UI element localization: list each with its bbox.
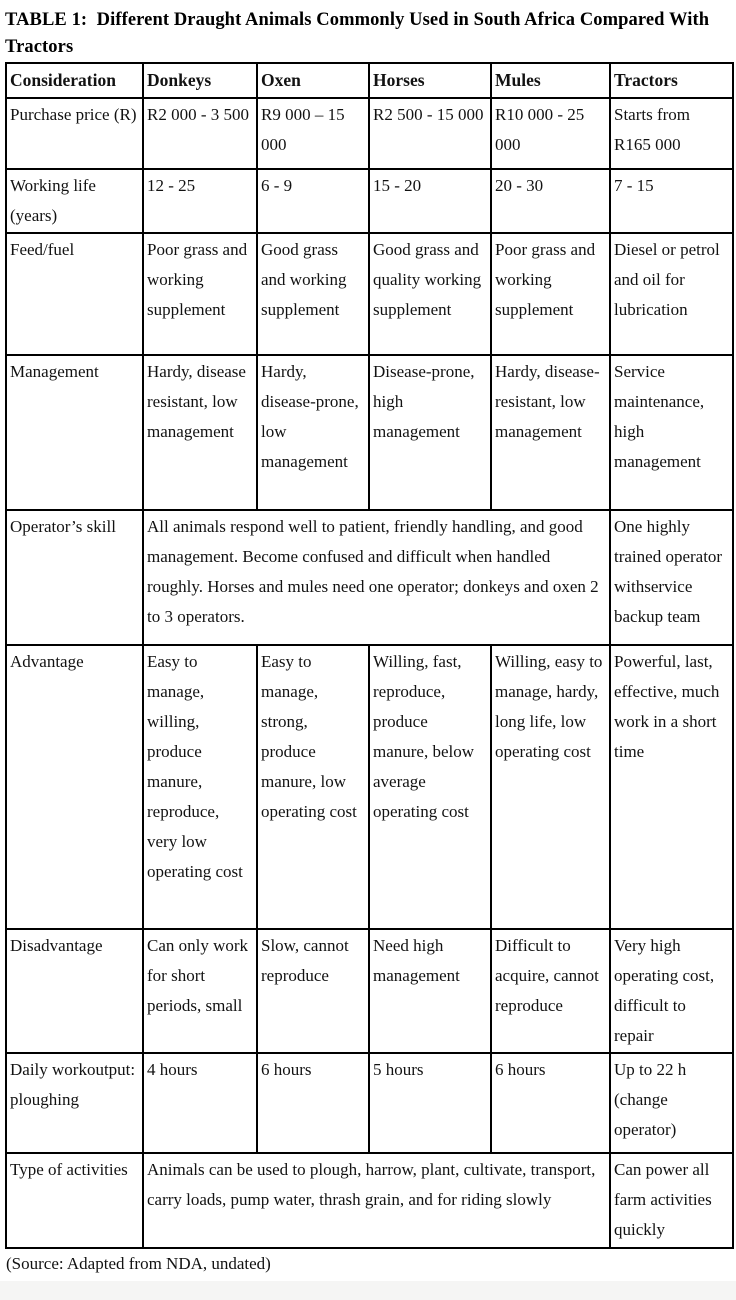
table-cell: Diesel or petrol and oil for lubrication: [610, 233, 733, 355]
page-footer-area: [0, 1281, 736, 1300]
table-cell: Need high management: [369, 929, 491, 1053]
table-cell: 7 - 15: [610, 169, 733, 233]
table-cell: Service maintenance, high management: [610, 355, 733, 510]
table-row-disadvantage: [6, 929, 733, 1053]
table-cell: Disease-prone, high management: [369, 355, 491, 510]
table-cell: 15 - 20: [369, 169, 491, 233]
row-label: Working life (years): [6, 169, 143, 233]
column-header-tractors: Tractors: [610, 63, 733, 98]
column-header-mules: Mules: [491, 63, 610, 98]
table-cell: 6 hours: [257, 1053, 369, 1153]
tractors-cell: One highly trained operator withservice backup team: [610, 510, 733, 645]
table-cell: Poor grass and working supplement: [143, 233, 257, 355]
column-header-consideration: Consideration: [6, 63, 143, 98]
table-row-daily-workoutput: [6, 1053, 733, 1153]
column-header-oxen: Oxen: [257, 63, 369, 98]
merged-cell-all-animals: All animals respond well to patient, friendly handling, and good management. Become confused and difficult when handled roughly. Horses and mules need one operator; donkeys and oxen 2 to 3 operators.: [143, 510, 610, 645]
table-row-advantage: [6, 645, 733, 929]
table-cell: Easy to manage, willing, produce manure, reproduce, very low operating cost: [143, 645, 257, 929]
table-cell: Can only work for short periods, small: [143, 929, 257, 1053]
row-label: Type of activities: [6, 1153, 143, 1248]
table-cell: Willing, fast, reproduce, produce manure, below average operating cost: [369, 645, 491, 929]
table-cell: Good grass and working supplement: [257, 233, 369, 355]
table-cell: Poor grass and working supplement: [491, 233, 610, 355]
table-cell: Powerful, last, effective, much work in a short time: [610, 645, 733, 929]
table-cell: Slow, cannot reproduce: [257, 929, 369, 1053]
row-label: Management: [6, 355, 143, 510]
table-row-purchase-price: [6, 98, 733, 169]
table-row-operators-skill: [6, 510, 733, 645]
table-title: [5, 7, 732, 61]
table-cell: Willing, easy to manage, hardy, long life, low operating cost: [491, 645, 610, 929]
table-cell: Hardy, disease-prone, low management: [257, 355, 369, 510]
table-cell: R2 000 - 3 500: [143, 98, 257, 169]
row-label: Purchase price (R): [6, 98, 143, 169]
table-cell: R9 000 – 15 000: [257, 98, 369, 169]
table-cell: 5 hours: [369, 1053, 491, 1153]
table-row-feed-fuel: [6, 233, 733, 355]
row-label: Operator’s skill: [6, 510, 143, 645]
source-note: (Source: Adapted from NDA, undated): [6, 1254, 271, 1273]
table-cell: 6 hours: [491, 1053, 610, 1153]
column-header-horses: Horses: [369, 63, 491, 98]
table-cell: Good grass and quality working supplement: [369, 233, 491, 355]
table-cell: Hardy, disease resistant, low management: [143, 355, 257, 510]
table-row-working-life: [6, 169, 733, 233]
table-cell: 4 hours: [143, 1053, 257, 1153]
table-cell: 6 - 9: [257, 169, 369, 233]
table-cell: Easy to manage, strong, produce manure, low operating cost: [257, 645, 369, 929]
table-cell: R2 500 - 15 000: [369, 98, 491, 169]
table-cell: 20 - 30: [491, 169, 610, 233]
table-cell: R10 000 - 25 000: [491, 98, 610, 169]
table-cell: Very high operating cost, difficult to repair: [610, 929, 733, 1053]
comparison-table: [5, 62, 734, 1249]
table-cell: Hardy, disease-resistant, low management: [491, 355, 610, 510]
row-label: Advantage: [6, 645, 143, 929]
tractors-cell: Can power all farm activities quickly: [610, 1153, 733, 1248]
row-label: Disadvantage: [6, 929, 143, 1053]
merged-cell-animal-activities: Animals can be used to plough, harrow, plant, cultivate, transport, carry loads, pump water, thrash grain, and for riding slowly: [143, 1153, 610, 1248]
table-cell: Difficult to acquire, cannot reproduce: [491, 929, 610, 1053]
table-title-line-2: Tractors: [5, 37, 74, 57]
header-row: [6, 63, 733, 98]
table-cell: Up to 22 h (change operator): [610, 1053, 733, 1153]
table-row-type-of-activities: [6, 1153, 733, 1248]
column-header-donkeys: Donkeys: [143, 63, 257, 98]
table-title-line-1: TABLE 1: Different Draught Animals Commonly Used in South Africa Compared With: [5, 10, 710, 30]
table-cell: 12 - 25: [143, 169, 257, 233]
table-row-management: [6, 355, 733, 510]
row-label: Daily workoutput: ploughing: [6, 1053, 143, 1153]
table-cell: Starts from R165 000: [610, 98, 733, 169]
row-label: Feed/fuel: [6, 233, 143, 355]
